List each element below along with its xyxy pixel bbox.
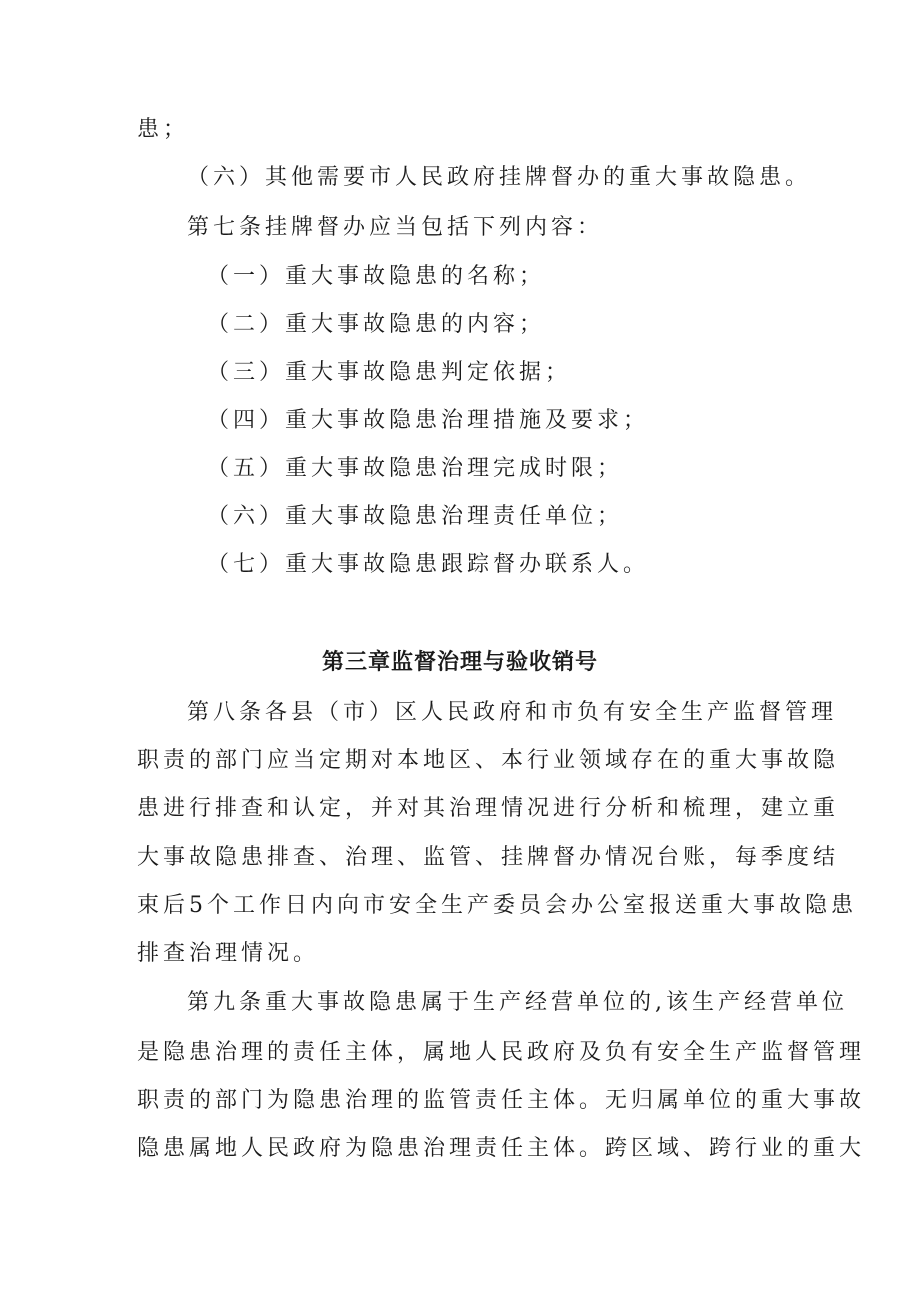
- list-item-6: （六）重大事故隐患治理责任单位；: [207, 504, 624, 529]
- article-8-line: 职责的部门应当定期对本地区、本行业领域存在的重大事故隐: [137, 748, 840, 773]
- list-item-1: （一）重大事故隐患的名称；: [207, 264, 546, 289]
- article-8-line: 束后5个工作日内向市安全生产委员会办公室报送重大事故隐患: [137, 893, 857, 918]
- article-8-line: 第八条各县（市）区人民政府和市负有安全生产监督管理: [187, 700, 838, 725]
- article-8-line: 患进行排查和认定，并对其治理情况进行分析和梳理，建立重: [137, 796, 840, 821]
- list-item-4: （四）重大事故隐患治理措施及要求；: [207, 408, 650, 433]
- article-8-line: 排查治理情况。: [137, 941, 320, 966]
- text-line: 患；: [137, 117, 190, 142]
- article-9-line: 隐患属地人民政府为隐患治理责任主体。跨区域、跨行业的重大: [137, 1136, 866, 1161]
- list-item-2: （二）重大事故隐患的内容；: [207, 312, 546, 337]
- article-7-heading: 第七条挂牌督办应当包括下列内容：: [187, 215, 604, 240]
- article-9-line: 职责的部门为隐患治理的监管责任主体。无归属单位的重大事故: [137, 1088, 866, 1113]
- chapter-title: 第三章监督治理与验收销号: [321, 650, 598, 675]
- article-9-line: 是隐患治理的责任主体，属地人民政府及负有安全生产监督管理: [137, 1040, 866, 1065]
- list-item-6-other-hazards: （六）其他需要市人民政府挂牌督办的重大事故隐患。: [187, 165, 812, 190]
- article-8-line: 大事故隐患排查、治理、监管、挂牌督办情况台账，每季度结: [137, 845, 840, 870]
- list-item-5: （五）重大事故隐患治理完成时限；: [207, 456, 624, 481]
- list-item-7: （七）重大事故隐患跟踪督办联系人。: [207, 552, 650, 577]
- article-9-line: 第九条重大事故隐患属于生产经营单位的,该生产经营单位: [187, 990, 848, 1015]
- list-item-3: （三）重大事故隐患判定依据；: [207, 360, 572, 385]
